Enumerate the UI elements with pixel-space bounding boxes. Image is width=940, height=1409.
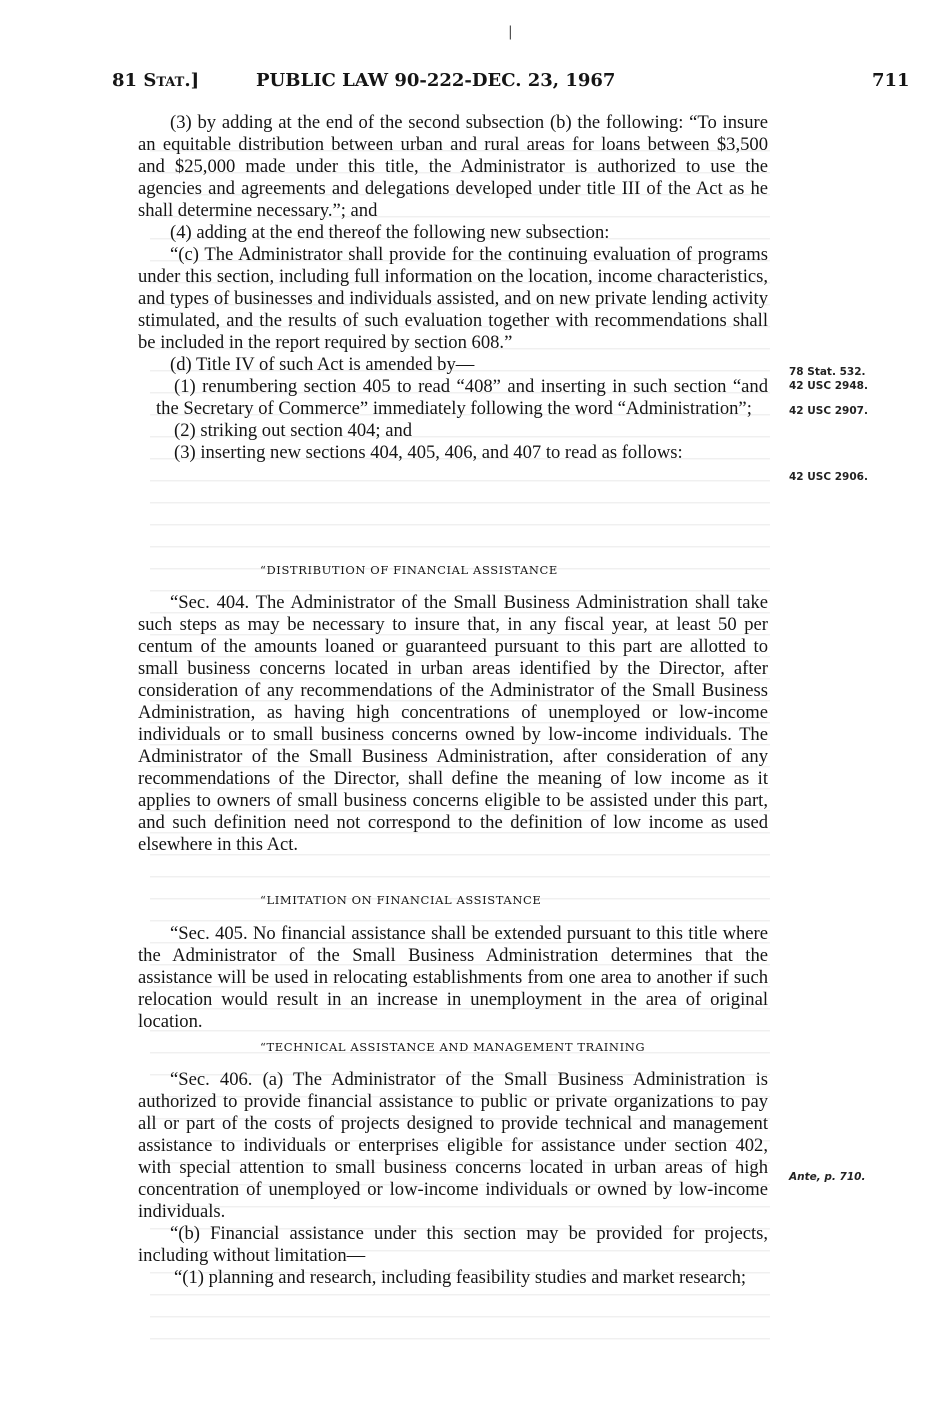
heading-distribution: “DISTRIBUTION OF FINANCIAL ASSISTANCE — [260, 563, 558, 577]
volume-reference: 81 Stat.] — [112, 70, 200, 91]
paragraph-subsection-c: “(c) The Administrator shall provide for the continuing evaluation of programs under this section, including full information on the location, income characteristics, and types of businesses and individuals assisted, and on new private lending activity stimulated, and the results of such evaluation together with recommendations shall be included in the report required by section 608.” — [138, 244, 768, 353]
paragraph-title-iv: (d) Title IV of such Act is amended by— — [170, 354, 475, 375]
margin-note-78-stat: 78 Stat. 532. — [789, 366, 866, 378]
body-block-sec404 — [138, 592, 768, 856]
heading-technical-assistance: “TECHNICAL ASSISTANCE AND MANAGEMENT TRAINING — [260, 1040, 646, 1054]
paragraph-striking: (2) striking out section 404; and — [174, 420, 413, 441]
heading-limitation: “LIMITATION ON FINANCIAL ASSISTANCE — [260, 893, 542, 907]
paragraph-sec-406-a: “Sec. 406. (a) The Administrator of the Small Business Administration is authorized to provide financial assistance to public or private organizations to pay all or part of the costs of projects designed to provide technical and management assistance to individuals or enterprises eligible for assistance under section 402, with special attention to small business concerns located in urban areas of high concentration of unemployed or low-income individuals or owned by low-income individuals. — [138, 1069, 768, 1222]
paragraph-sec-406-b: “(b) Financial assistance under this section may be provided for projects, including without limitation— — [138, 1223, 768, 1266]
margin-note-ante: Ante, p. 710. — [789, 1171, 866, 1183]
body-block-1 — [138, 112, 768, 464]
paragraph-amend-4: (4) adding at the end thereof the following new subsection: — [170, 222, 610, 243]
margin-note-42-usc-2948: 42 USC 2948. — [789, 380, 868, 392]
page-title: PUBLIC LAW 90-222-DEC. 23, 1967 — [256, 70, 616, 91]
page-number: 711 — [872, 70, 910, 91]
paragraph-inserting: (3) inserting new sections 404, 405, 406, and 407 to read as follows: — [174, 442, 683, 463]
paragraph-amend-3: (3) by adding at the end of the second subsection (b) the following: “To insure an equitable distribution between urban and rural areas for loans between $3,500 and $25,000 made under this title, the Administrator is authorized to use the agencies and agreements and delegations developed under title III of the Act as he shall determine necessary.”; and — [138, 112, 768, 221]
top-mark: | — [508, 24, 513, 40]
paragraph-planning-research: “(1) planning and research, including feasibility studies and market research; — [174, 1267, 747, 1288]
margin-note-42-usc-2906: 42 USC 2906. — [789, 471, 868, 483]
paragraph-renumbering: (1) renumbering section 405 to read “408” and inserting in such section “and the Secretary of Commerce” immediately following the word “Administration”; — [156, 376, 768, 419]
body-block-sec405 — [138, 923, 768, 1033]
body-block-sec406 — [138, 1069, 768, 1289]
margin-note-42-usc-2907: 42 USC 2907. — [789, 405, 868, 417]
paragraph-sec-405: “Sec. 405. No financial assistance shall be extended pursuant to this title where the Administrator of the Small Business Administration determines that the assistance will be used in relocating establishments from one area to another if such relocation would result in an increase in unemployment in the area of original location. — [138, 923, 768, 1032]
paragraph-sec-404: “Sec. 404. The Administrator of the Small Business Administration shall take such steps as may be necessary to insure that, in any fiscal year, at least 50 per centum of the amounts loaned or guaranteed pursuant to this part are allotted to small business concerns located in urban areas identified by the Director, after consideration of any recommendations of the Administrator of the Small Business Administration, as having high concentrations of unemployed or low-income individuals or to small business concerns owned by low-income individuals. The Administrator of the Small Business Administration, after consideration of any recommendations of the Director, shall define the meaning of low income as it applies to owners of small business concerns eligible to be assisted under this part, and such definition need not correspond to the definition of low income as used elsewhere in this Act. — [138, 592, 768, 855]
